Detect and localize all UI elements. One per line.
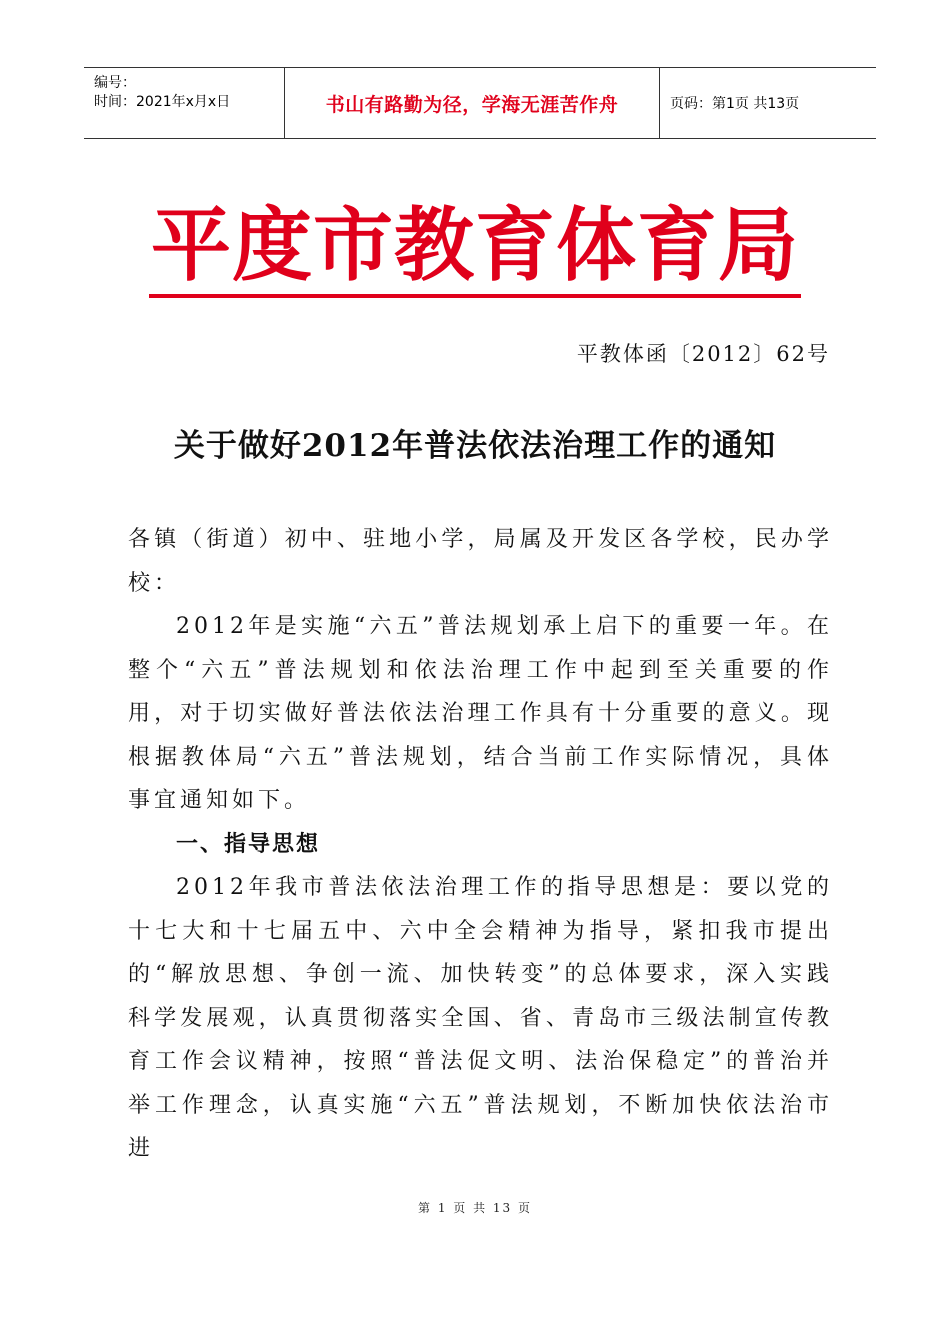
doc-number: 平教体函〔2012〕62号 xyxy=(576,342,830,366)
document-header xyxy=(84,67,876,139)
org-title: 平度市教育体育局 xyxy=(149,198,801,298)
header-motto-cell xyxy=(285,68,660,138)
paragraph-intro: 2012年是实施“六五”普法规划承上启下的重要一年。在整个“六五”普法规划和依法治理工作中起到至关重要的作用，对于切实做好普法依法治理工作具有十分重要的意义。现根据教体局“六五”普法规划，结合当前工作实际情况，具体事宜通知如下。 xyxy=(128,614,833,813)
header-page-cell xyxy=(660,68,876,138)
time-label: 时间：2021年x月x日 xyxy=(94,94,231,110)
motto: 书山有路勤为径，学海无涯苦作舟 xyxy=(325,93,619,116)
salutation: 各镇（街道）初中、驻地小学，局属及开发区各学校，民办学校： xyxy=(128,527,833,596)
paragraph-guiding-thought: 2012年我市普法依法治理工作的指导思想是：要以党的十七大和十七届五中、六中全会精神为指导，紧扣我市提出的“解放思想、争创一流、加快转变”的总体要求，深入实践科学发展观，认真贯彻落实全国、省、青岛市三级法制宣传教育工作会议精神，按照“普法促文明、法治保稳定”的普治并举工作理念，认真实施“六五”普法规划，不断加快依法治市进 xyxy=(128,875,833,1161)
number-label: 编号： xyxy=(94,75,136,91)
page-code: 页码：第1页 共13页 xyxy=(670,96,800,112)
header-meta-cell xyxy=(84,68,285,138)
page-footer: 第 1 页 共 13 页 xyxy=(418,1201,532,1215)
org-title-block xyxy=(0,198,950,298)
document-body xyxy=(128,518,833,1171)
doc-title: 关于做好2012年普法依法治理工作的通知 xyxy=(173,428,777,464)
section-heading: 一、指导思想 xyxy=(176,831,321,857)
